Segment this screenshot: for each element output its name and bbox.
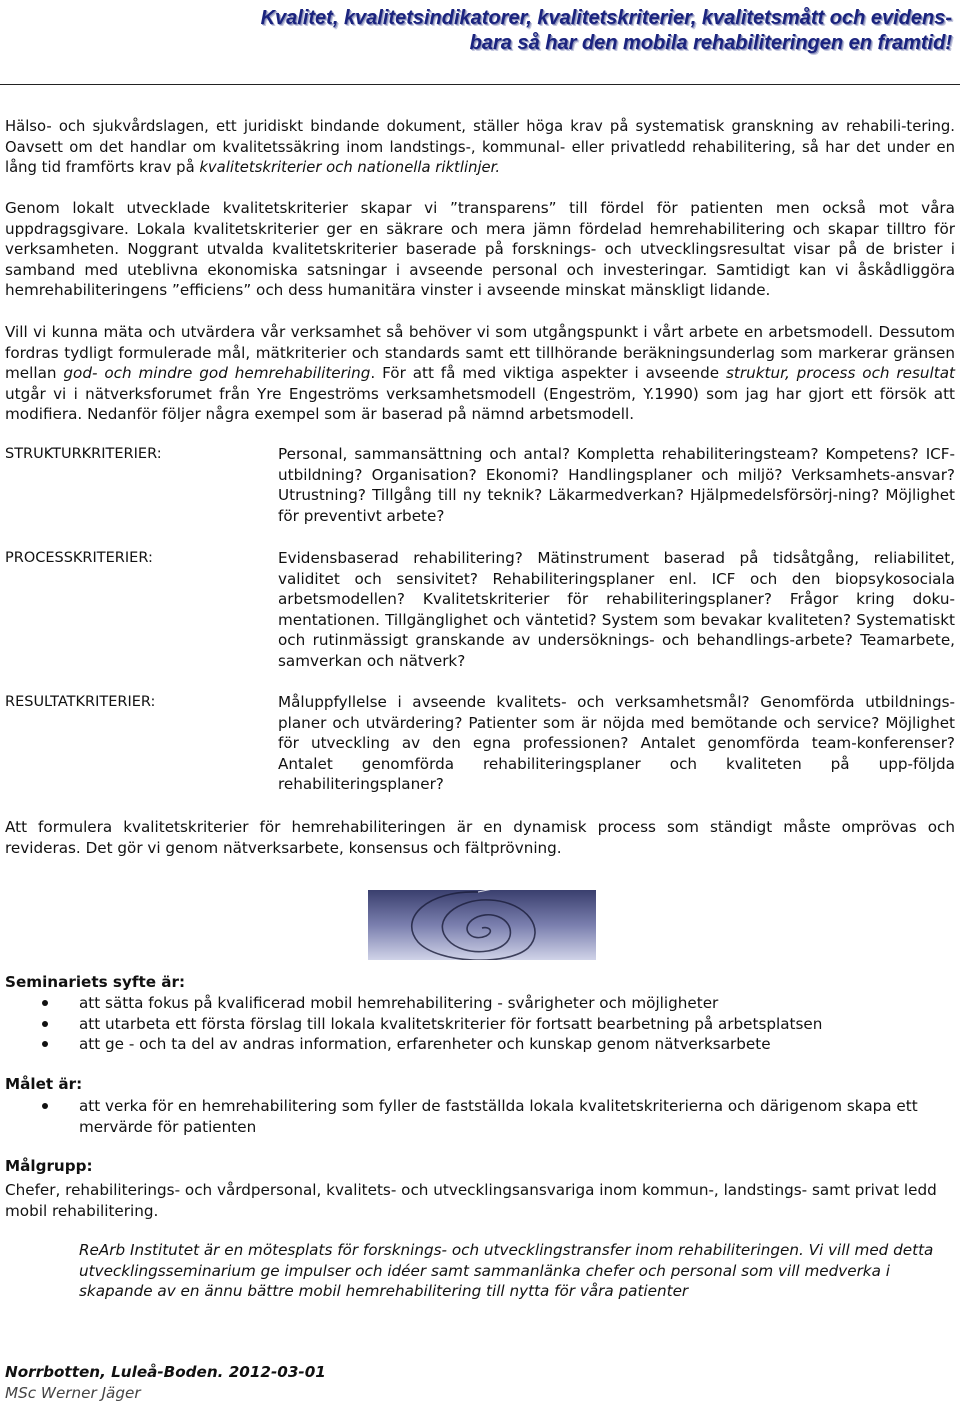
- intro-p3-text-a: Vill vi kunna mäta och utvärdera vår verksamhet så behöver vi som utgångspunkt i vårt arbete en arbetsmodell. Dessutom fordras tydligt formulerade mål, mätkriterier och standards samt ett tillhörande beräkningsunderlag som markerar gränsen mellan: [5, 323, 955, 383]
- intro-p3-italic-2: struktur, process och resultat: [726, 364, 955, 383]
- intro-p3-text-c: utgår vi i nätverksforumet från Yre Engeströms verksamhetsmodell (Engeström, Y.1990) som jag har gjort ett försök att modifiera. Nedanför följer några exempel som är baserad på nämnd arbetsmodell.: [5, 384, 955, 424]
- intro-p1-italic: kvalitetskriterier och nationella riktlinjer.: [199, 159, 501, 177]
- intro-paragraph-2: Genom lokalt utvecklade kvalitetskriterier skapar vi ”transparens” till fördel för patienten men också mot våra uppdragsgivare. Lokala kvalitetskriterier ger en säkrare och mera jämn fördelad hemrehabilitering och skapar tilltro för verksamheten. Noggrant utvalda kvalitetskriterier baserade på forsknings- och utvecklingsresultat visar på de brister i samband med uteblivna ekonomiska satsningar i avseende personal och investeringar. Samtidigt kan vi åskådliggöra hemrehabiliteringens ”efficiens” och dess humanitära vinster i avseende minskat mänskligt lidande.: [5, 199, 955, 300]
- intro-p3-italic-1: god- och mindre god hemrehabilitering: [63, 364, 371, 383]
- intro-p1-text: Hälso- och sjukvårdslagen, ett juridiskt bindande dokument, ställer höga krav på systematisk granskning av rehabili-tering. Oavsett om det handlar om kvalitetssäkring inom landstings-, kommunal- eller privatledd rehabilitering, så har det under en lång tid framförts krav på: [5, 118, 955, 177]
- intro-paragraph-1: [5, 117, 955, 179]
- intro-paragraph-3: [5, 322, 955, 425]
- conclusion-paragraph: Att formulera kvalitetskriterier för hemrehabiliteringen är en dynamisk process som ständigt måste omprövas och revideras. Det gör vi genom nätverksarbete, konsensus och fältprövning.: [5, 818, 955, 857]
- footer-author: MSc Werner Jäger: [5, 1384, 141, 1402]
- criteria-text: Måluppfyllelse i avseende kvalitets- och verksamhetsmål? Genomförda utbildnings-planer och utvärdering? Patienter som är nöjda med bemötande och service? Möjlighet för utveckling av den egna professionen? Antalet genomförda team-konferenser? Antalet genomförda rehabiliteringsplaner och kvaliteten på upp-följda rehabiliteringsplaner?: [278, 693, 955, 794]
- criteria-text: Personal, sammansättning och antal? Kompletta rehabiliteringsteam? Kompetens? ICF-utbildning? Organisation? Ekonomi? Handlingsplaner och miljö? Verksamhets-ansvar? Utrustning? Tillgång till ny teknik? Läkarmedverkan? Hjälpmedelsförsörj-ning? Möjlighet för preventivt arbete?: [278, 445, 955, 525]
- criteria-label: RESULTATKRITERIER:: [5, 694, 156, 710]
- goal-heading: Målet är:: [5, 1075, 83, 1093]
- closing-statement: ReArb Institutet är en mötesplats för forsknings- och utvecklingstransfer inom rehabiliteringen. Vi vill med detta utvecklingsseminarium ge impulser och idéer samt sammanlänka chefer och personal som vill medverka i skapande av en ännu bättre mobil hemrehabilitering till nytta för våra patienter: [79, 1241, 934, 1301]
- page-title-line-2: bara så har den mobila rehabiliteringen en framtid!: [469, 32, 952, 54]
- criteria-text: Evidensbaserad rehabilitering? Mätinstrument baserad på tidsåtgång, reliabilitet, validitet och sensivitet? Rehabiliteringsplaner enl. ICF och den biopsykosociala arbetsmodellen? Kvalitetskriterier för rehabiliteringsplaner? Frågor kring doku-mentationen. Tillgänglighet och väntetid? System som bevakar kvaliteten? Systematiskt och rutinmässigt granskande av undersöknings- och behandlings-arbete? Teamarbete, samverkan och nätverk?: [278, 549, 955, 670]
- list-item: att utarbeta ett första förslag till lokala kvalitetskriterier för fortsatt bearbetning på arbetsplatsen: [5, 1014, 955, 1035]
- purpose-list: [5, 993, 955, 1055]
- spiral-illustration: [368, 890, 596, 960]
- criteria-label: PROCESSKRITERIER:: [5, 550, 153, 566]
- target-heading: Målgrupp:: [5, 1157, 93, 1175]
- goal-list: [5, 1096, 955, 1137]
- purpose-heading: Seminariets syfte är:: [5, 973, 186, 991]
- list-item: att ge - och ta del av andras information, erfarenheter och kunskap genom nätverksarbete: [5, 1034, 955, 1055]
- title-divider: [0, 84, 960, 85]
- footer-place-date: Norrbotten, Luleå-Boden. 2012-03-01: [5, 1363, 326, 1381]
- list-item: att verka för en hemrehabilitering som fyller de fastställda lokala kvalitetskriterierna och därigenom skapa ett mervärde för patienten: [5, 1096, 955, 1137]
- criteria-label: STRUKTURKRITERIER:: [5, 446, 162, 462]
- page-title-line-1: Kvalitet, kvalitetsindikatorer, kvalitetskriterier, kvalitetsmått och evidens-: [260, 7, 952, 29]
- list-item: att sätta fokus på kvalificerad mobil hemrehabilitering - svårigheter och möjligheter: [5, 993, 955, 1014]
- intro-p3-text-b: . För att få med viktiga aspekter i avseende: [370, 364, 726, 383]
- page-title: [12, 6, 952, 56]
- target-text: Chefer, rehabiliterings- och vårdpersonal, kvalitets- och utvecklingsansvariga inom kommun-, landstings- samt privat ledd mobil rehabilitering.: [5, 1181, 937, 1220]
